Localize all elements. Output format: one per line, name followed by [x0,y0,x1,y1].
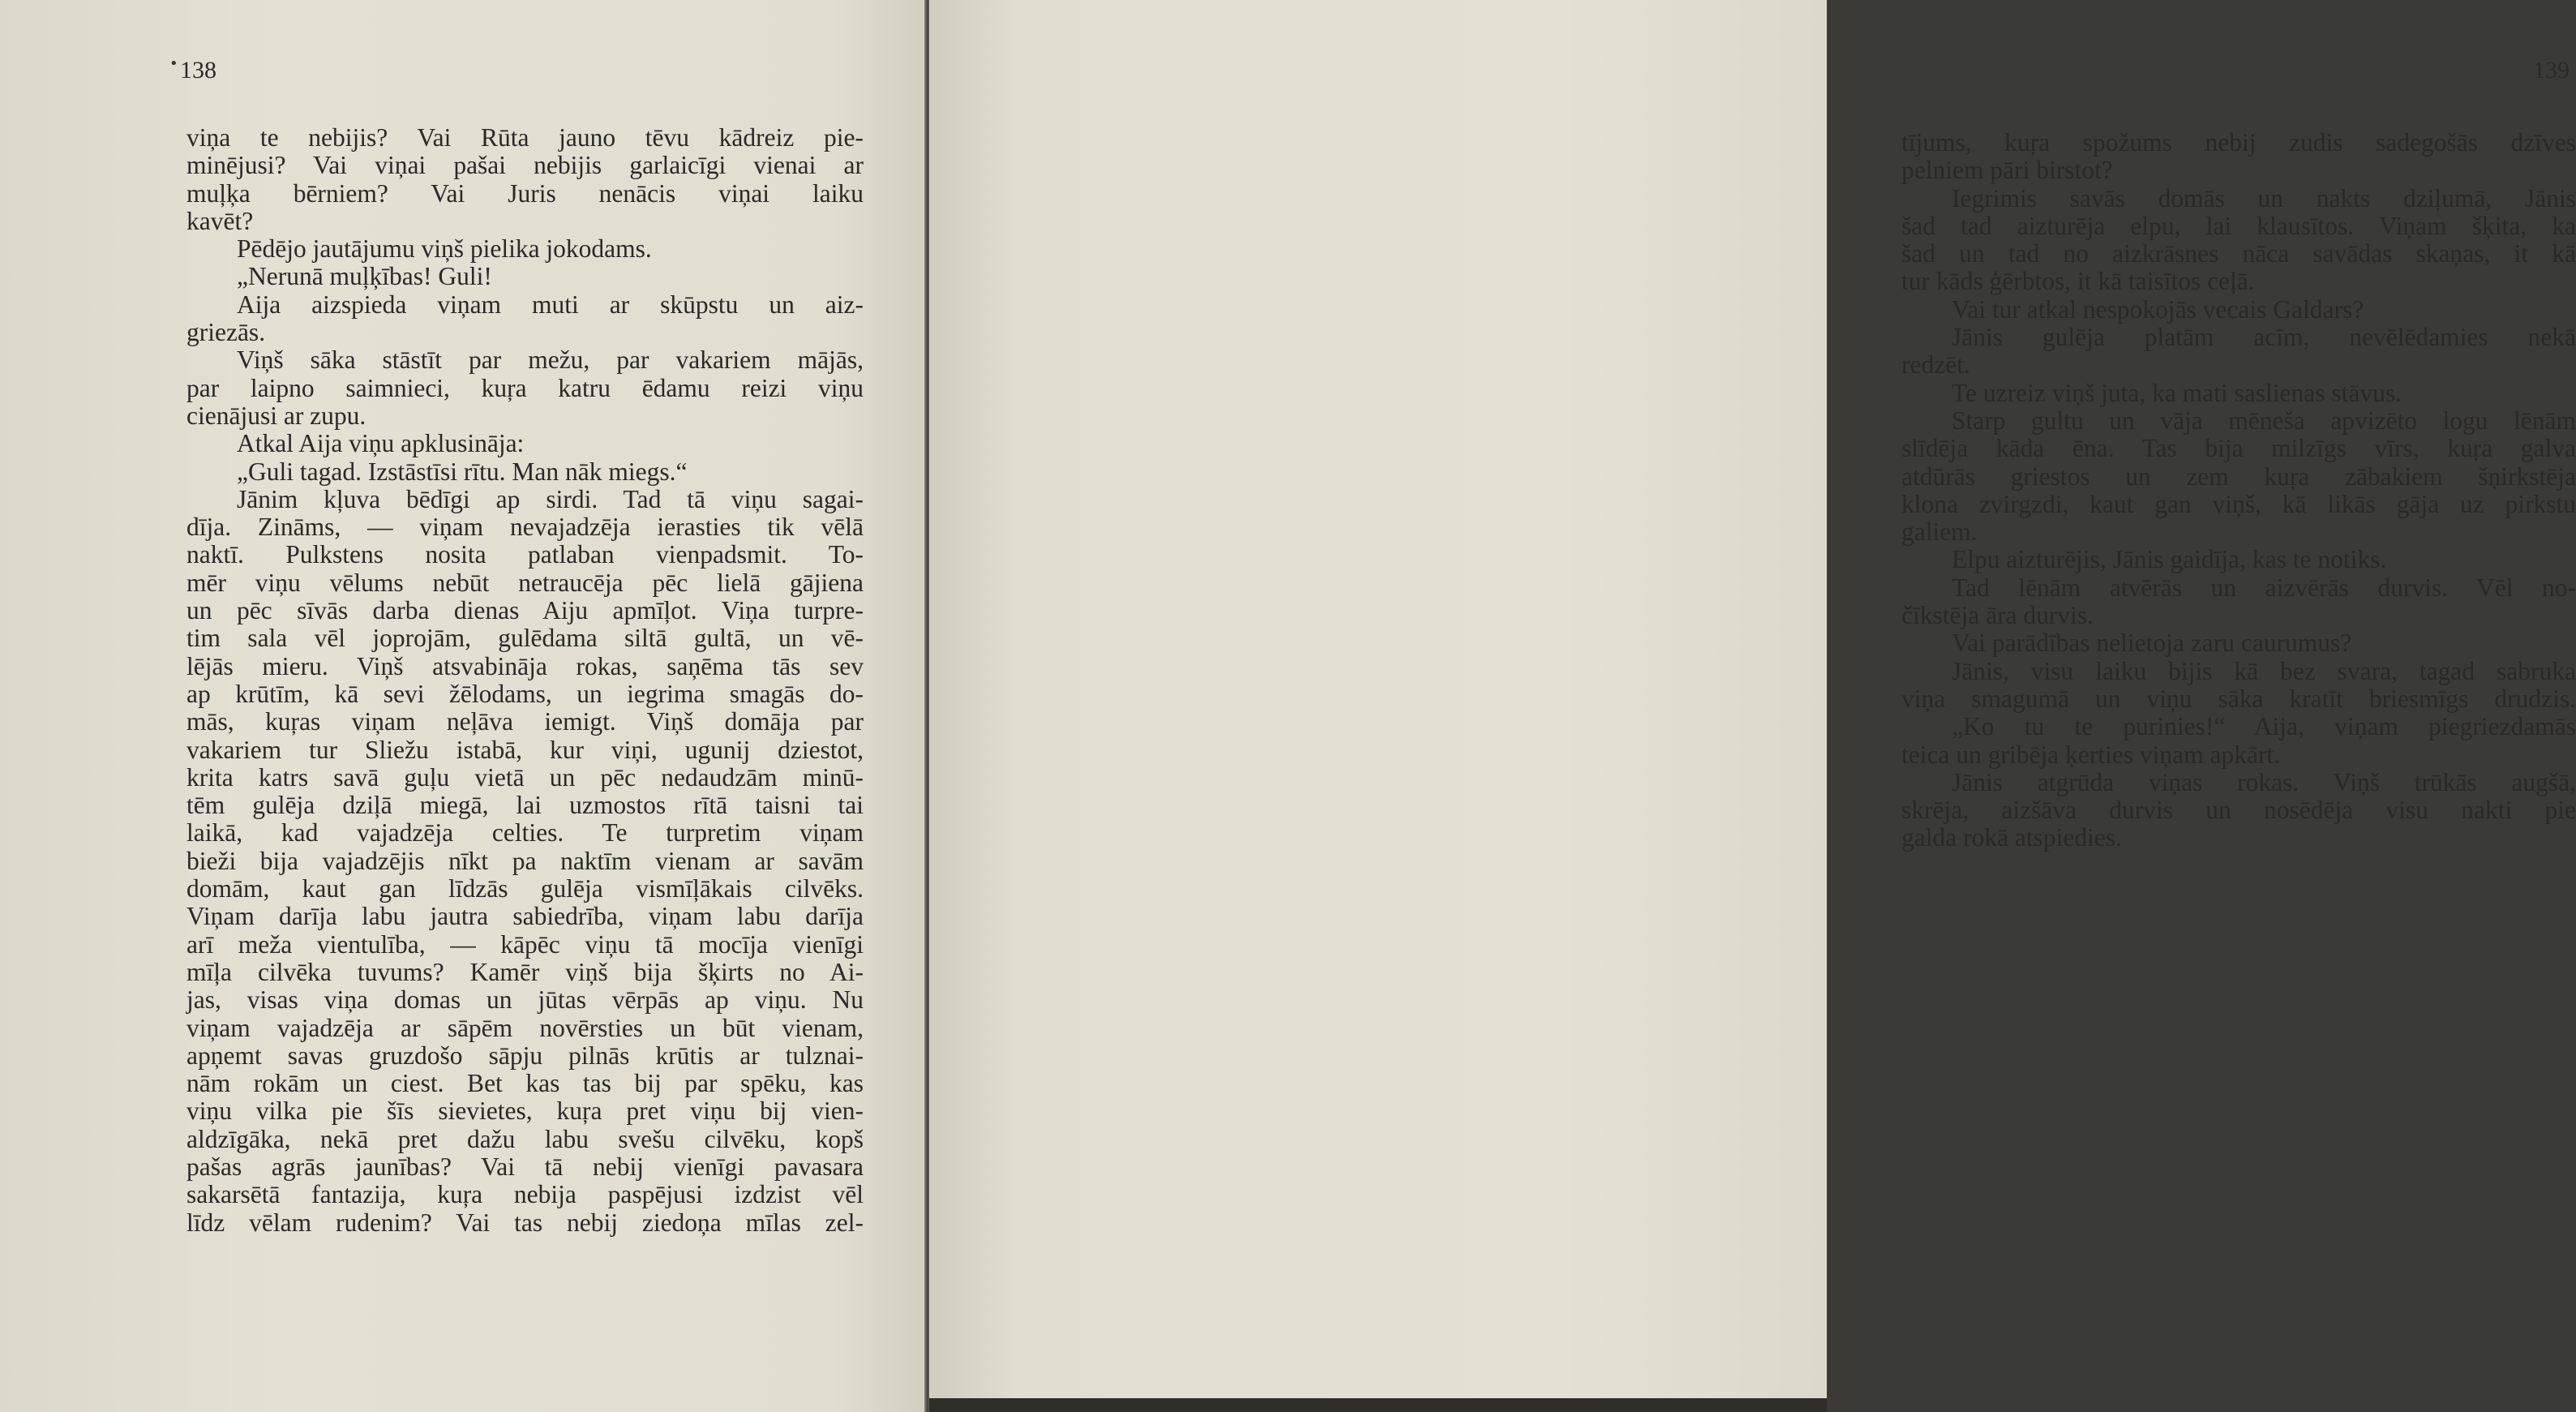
text-line: „Nerunā muļķības! Guli! [237,262,492,291]
text-line: šad un tad no aizkrāsnes nāca savādas skaņas, it kā [1901,239,2576,268]
text-line: Jānim kļuva bēdīgi ap sirdi. Tad tā viņu sagai- [237,484,864,513]
text-line: Aija aizspieda viņam muti ar skūpstu un aiz- [237,290,864,319]
text-line: minējusi? Vai viņai pašai nebijis garlaicīgi vienai ar [186,151,864,180]
text-line: Iegrimis savās domās un nakts dziļumā, Jānis [1952,183,2576,212]
text-line: par laipno saimnieci, kuŗa katru ēdamu reizi viņu [186,373,864,402]
text-line: Atkal Aija viņu apklusināja: [237,429,525,458]
right-page-number: 139 [2533,57,2570,84]
text-line: pašas agrās jaunības? Vai tā nebij vienīgi pavasara [186,1152,864,1181]
text-line: Te uzreiz viņš juta, ka mati saslienas stāvus. [1952,378,2402,407]
text-line: nām rokām un ciest. Bet kas tas bij par spēku, kas [186,1069,864,1098]
text-line: laikā, kad vajadzēja celties. Te turpretim viņam [186,818,864,848]
text-line: vakariem tur Sliežu istabā, kur viņi, ugunij dziestot, [186,735,864,764]
text-line: kavēt? [186,206,254,235]
text-line: Starp gultu un vāja mēneša apvizēto logu lēnām [1952,406,2576,435]
text-line: bieži bija vajadzējis nīkt pa naktīm vienam ar savām [186,846,864,875]
text-line: galda rokā atspiedies. [1901,823,2123,852]
text-line: Vai tur atkal nespokojās vecais Galdars? [1952,294,2364,324]
text-line: klona zvirgzdi, kaut gan viņš, kā likās gāja uz pirkstu [1901,489,2576,518]
text-line: aldzīgāka, nekā pret dažu labu svešu cilvēku, kopš [186,1124,864,1153]
text-line: mās, kuŗas viņam neļāva iemigt. Viņš domāja par [186,707,864,736]
text-line: „Ko tu te purinies!“ Aija, viņam piegriezdamās [1952,712,2576,741]
text-line: Elpu aizturējis, Jānis gaidīja, kas te notiks. [1952,545,2387,574]
scan-border-bottom [929,1398,1827,1412]
text-line: apņemt savas gruzdošo sāpju pilnās krūtis ar tulznai- [186,1041,864,1070]
ink-speck: • [169,55,178,72]
text-line: sakarsētā fantazija, kuŗa nebija paspējusi izdzist vēl [186,1180,864,1209]
text-line: tījums, kuŗa spožums nebij zudis sadegošās dzīves [1901,128,2576,157]
text-line: „Guli tagad. Izstāstīsi rītu. Man nāk miegs.“ [237,457,688,486]
left-page-number: 138 [180,57,216,84]
text-line: tim sala vēl joprojām, gulēdama siltā gultā, un vē- [186,624,864,653]
text-line: mīļa cilvēka tuvums? Kamēr viņš bija šķirts no Ai- [186,957,864,986]
text-line: galiem. [1901,517,1978,547]
text-line: tur kāds ģērbtos, it kā taisītos ceļā. [1901,267,2255,296]
text-line: ap krūtīm, kā sevi žēlodams, un iegrima smagās do- [186,679,864,708]
text-line: arī meža vientulība, — kāpēc viņu tā mocīja vienīgi [186,929,864,959]
text-line: un pēc sīvās darba dienas Aiju apmīļot. Viņa turpre- [186,596,864,625]
text-line: Jānis, visu laiku bijis kā bez svara, tagad sabruka [1952,656,2576,685]
left-page [0,0,926,1412]
text-line: līdz vēlam rudenim? Vai tas nebij ziedoņa mīlas zel- [186,1208,864,1237]
text-line: viņu vilka pie šīs sievietes, kuŗa pret viņu bij vien- [186,1097,864,1126]
text-line: Jānis gulēja platām acīm, nevēlēdamies nekā [1952,323,2576,352]
text-line: redzēt. [1901,350,1970,380]
text-line: dīja. Zināms, — viņam nevajadzēja ierasties tik vēlā [186,513,864,542]
text-line: lējās mieru. Viņš atsvabināja rokas, saņēma tās sev [186,651,864,680]
text-line: tēm gulēja dziļā miegā, lai uzmostos rītā taisni tai [186,791,864,820]
text-line: krita katrs savā guļu vietā un pēc nedaudzām minū- [186,762,864,792]
text-line: mēr viņu vēlums nebūt netraucēja pēc lielā gājiena [186,568,864,597]
text-line: griezās. [186,318,266,347]
text-line: Viņam darīja labu jautra sabiedrība, viņam labu darīja [186,902,864,931]
text-line: Jānis atgrūda viņas rokas. Viņš trūkās augšā, [1952,767,2576,796]
left-page-text [186,124,864,1237]
text-line: jas, visas viņa domas un jūtas vērpās ap viņu. Nu [186,985,864,1015]
text-line: čīkstēja āra durvis. [1901,601,2094,630]
text-line: Pēdējo jautājumu viņš pielika jokodams. [237,234,652,264]
text-line: viņa smagumā un viņu sāka kratīt briesmīgs drudzis. [1901,684,2576,713]
text-line: Vai parādības nelietoja zaru caurumus? [1952,629,2352,658]
text-line: šad tad aizturēja elpu, lai klausītos. Viņam šķita, ka [1901,211,2576,240]
scan-border-right [1827,0,1854,1412]
text-line: muļķa bērniem? Vai Juris nenācis viņai laiku [186,178,864,208]
text-line: cienājusi ar zupu. [186,401,366,430]
text-line: Viņš sāka stāstīt par mežu, par vakariem mājās, [237,345,864,375]
text-line: naktī. Pulkstens nosita patlaban vienpadsmit. To- [186,540,864,569]
right-page-text [1901,129,2576,852]
text-line: slīdēja kāda ēna. Tas bija milzīgs vīrs, kuŗa galva [1901,434,2576,463]
text-line: domām, kaut gan līdzās gulēja vismīļākais cilvēks. [186,874,864,903]
text-line: teica un gribēja ķerties viņam apkārt. [1901,740,2281,769]
text-line: Tad lēnām atvērās un aizvērās durvis. Vēl no- [1952,573,2576,602]
text-line: atdūrās griestos un zem kuŗa zābakiem šņirkstēja [1901,461,2576,491]
text-line: viņam vajadzēja ar sāpēm novērsties un būt vienam, [186,1013,864,1042]
text-line: viņa te nebijis? Vai Rūta jauno tēvu kādreiz pie- [186,123,864,152]
text-line: pelniem pāri birstot? [1901,156,2113,185]
text-line: skrēja, aizšāva durvis un nosēdēja visu nakti pie [1901,796,2576,825]
right-page [929,0,2576,1412]
